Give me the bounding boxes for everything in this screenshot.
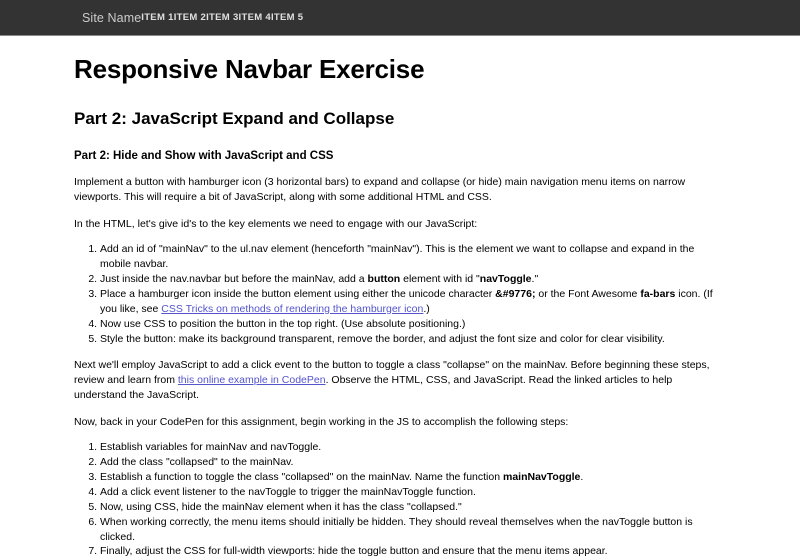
list-item: 3. Place a hamburger icon inside the button element using either the unicode character &#9776; or the Font Awesome fa-bars icon. (If you like, see CSS Tricks on methods of rendering the hamburger icon.) <box>100 287 726 317</box>
nav-link-item-4[interactable]: ITEM 4 <box>238 12 271 23</box>
js-steps-list <box>74 440 726 559</box>
html-steps-list <box>74 242 726 346</box>
inline-link[interactable]: this online example in CodePen <box>177 374 326 387</box>
sidebar-item-item-1[interactable] <box>141 12 173 23</box>
list-item: 2. Add the class "collapsed" to the mainNav. <box>100 455 726 470</box>
list-item: 1. Add an id of "mainNav" to the ul.nav element (henceforth "mainNav"). This is the element we want to collapse and expand in the mobile navbar. <box>100 242 726 272</box>
sidebar-item-item-2[interactable] <box>174 12 206 23</box>
nav-link-item-5[interactable]: ITEM 5 <box>270 12 304 23</box>
emphasis-text: mainNavToggle <box>503 470 581 483</box>
inline-link[interactable]: CSS Tricks on methods of rendering the hamburger icon <box>161 302 424 315</box>
site-name-link[interactable]: Site Name <box>82 10 142 25</box>
js-lead-paragraph: Now, back in your CodePen for this assignment, begin working in the JS to accomplish the following steps: <box>74 416 569 429</box>
sidebar-item-item-4[interactable] <box>239 12 271 23</box>
part-heading: Part 2: JavaScript Expand and Collapse <box>74 109 395 129</box>
emphasis-text: fa-bars <box>640 287 676 300</box>
emphasis-text: button <box>367 272 401 285</box>
emphasis-text: &#9776; <box>495 287 536 300</box>
nav-link-item-2[interactable]: ITEM 2 <box>173 12 207 23</box>
nav-link-item-1[interactable]: ITEM 1 <box>141 12 174 23</box>
list-item: 7. Finally, adjust the CSS for full-width viewports: hide the toggle button and ensure that the menu items appear. <box>100 544 726 559</box>
list-item: 6. When working correctly, the menu items should initially be hidden. They should reveal themselves when the navToggle button is clicked. <box>100 515 726 545</box>
list-item: 4. Now use CSS to position the button in the top right. (Use absolute positioning.) <box>100 317 726 332</box>
list-item: 2. Just inside the nav.navbar but before the mainNav, add a button element with id "navToggle." <box>100 272 726 287</box>
emphasis-text: navToggle <box>479 272 532 285</box>
section-heading: Part 2: Hide and Show with JavaScript and CSS <box>74 149 334 162</box>
page-title: Responsive Navbar Exercise <box>74 54 425 84</box>
codepen-paragraph: Next we'll employ JavaScript to add a click event to the button to toggle a class "collapse" on the mainNav. Before beginning these steps, review and learn from this online example in CodePen. Observe the HTML, CSS, and JavaScript. Read the linked articles to help understand the JavaScript. <box>74 359 710 402</box>
list-item: 5. Style the button: make its background transparent, remove the border, and adjust the font size and color for clear visibility. <box>100 332 726 347</box>
sidebar-item-item-3[interactable] <box>206 12 238 23</box>
list-item: 3. Establish a function to toggle the class "collapsed" on the mainNav. Name the function mainNavToggle. <box>100 470 726 485</box>
main-navbar <box>0 0 800 36</box>
nav-link-item-3[interactable]: ITEM 3 <box>206 12 239 23</box>
intro-paragraph: Implement a button with hamburger icon (3 horizontal bars) to expand and collapse (or hide) main navigation menu items on narrow viewports. This will require a bit of JavaScript, along with some additional HTML and CSS. <box>74 176 686 204</box>
nav-item-brand[interactable] <box>82 9 141 27</box>
nav-list <box>82 9 303 27</box>
list-item: 5. Now, using CSS, hide the mainNav element when it has the class "collapsed." <box>100 500 726 515</box>
list-item: 1. Establish variables for mainNav and navToggle. <box>100 440 726 455</box>
html-lead-paragraph: In the HTML, let's give id's to the key elements we need to engage with our JavaScript: <box>74 218 478 231</box>
sidebar-item-item-5[interactable] <box>271 12 303 23</box>
main-content <box>0 54 800 559</box>
list-item: 4. Add a click event listener to the navToggle to trigger the mainNavToggle function. <box>100 485 726 500</box>
